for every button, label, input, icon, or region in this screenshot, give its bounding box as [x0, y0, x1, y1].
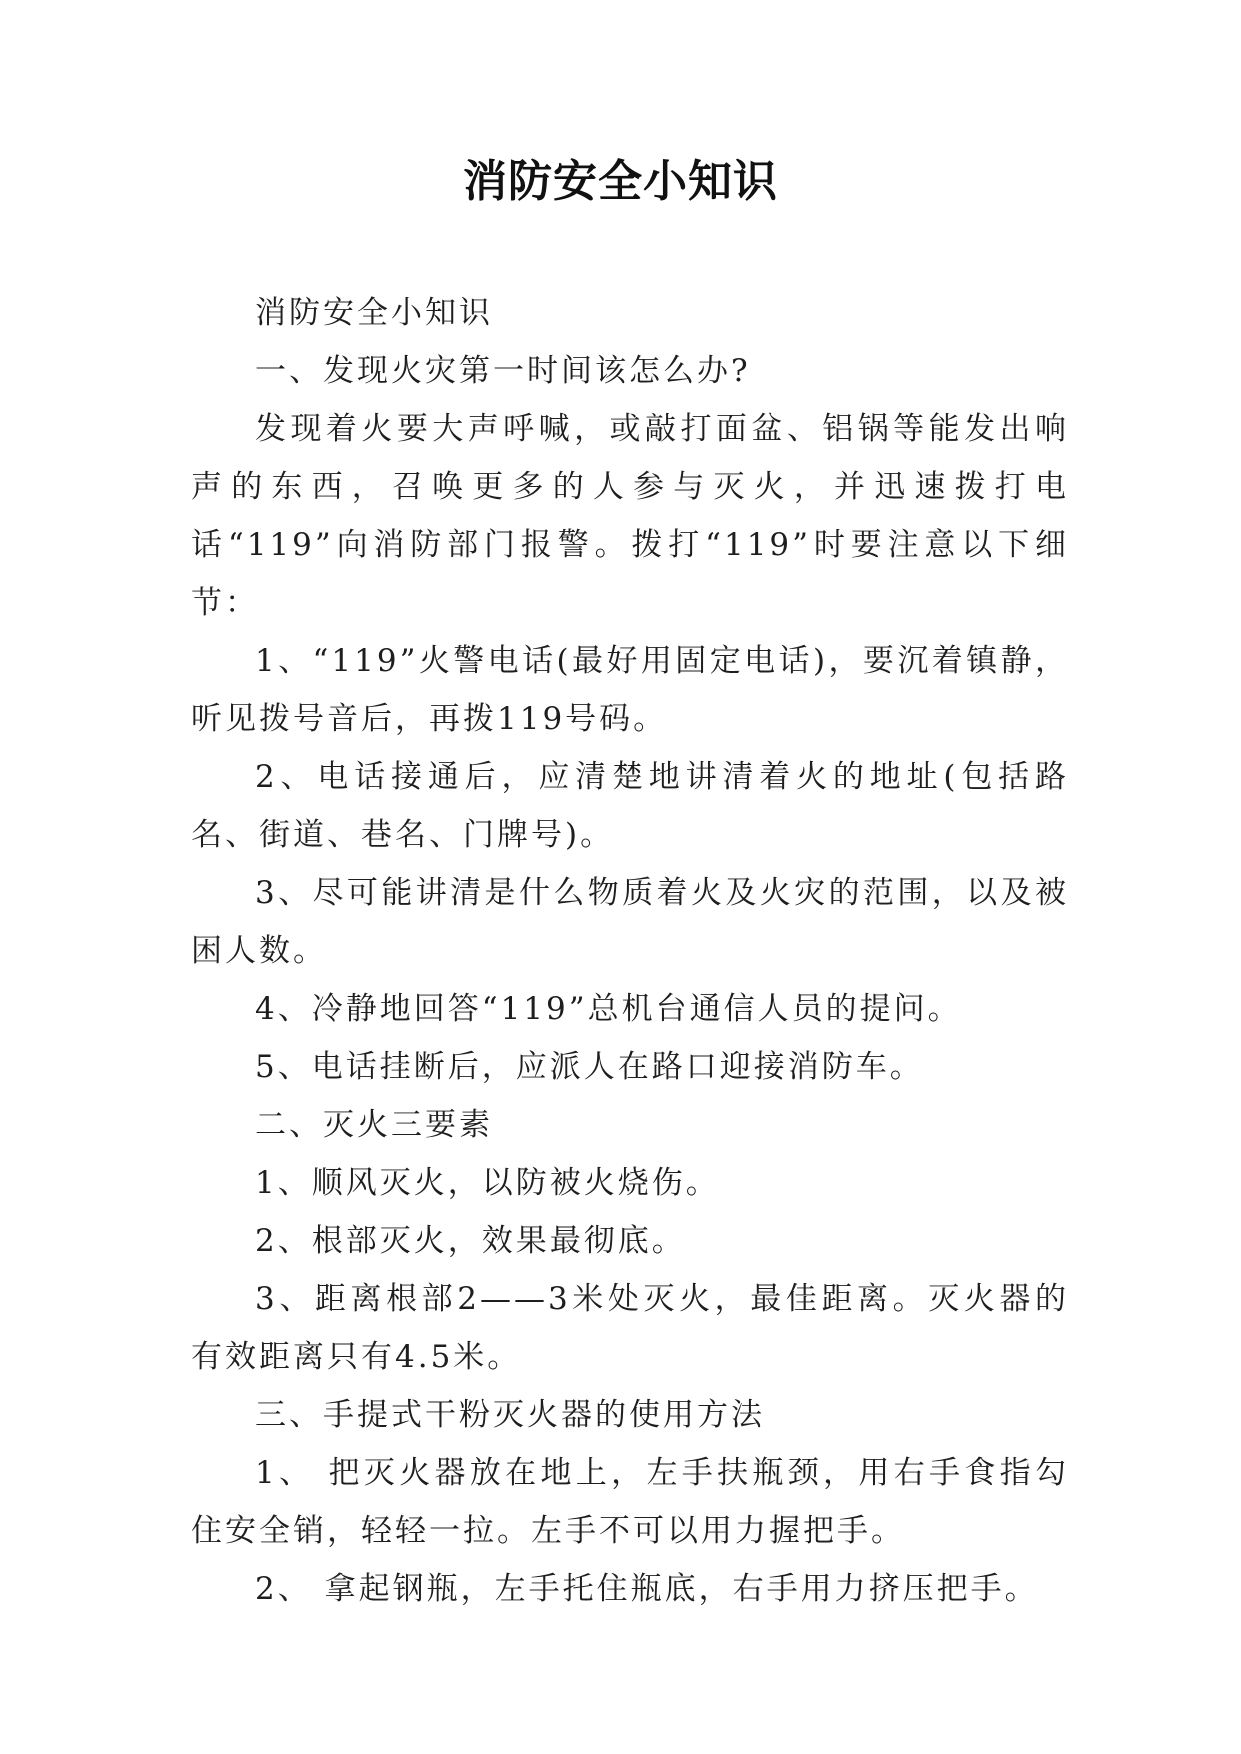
list-item: 5、电话挂断后，应派人在路口迎接消防车。 — [255, 1049, 924, 1085]
section-heading-1: 一、发现火灾第一时间该怎么办? — [255, 353, 751, 389]
paragraph: 发现着火要大声呼喊，或敲打面盆、铝锅等能发出响声的东西，召唤更多的人参与灭火，并迅速拨打电话“119”向消防部门报警。拨打“119”时要注意以下细节： — [191, 411, 1069, 621]
list-item: 1、“119”火警电话(最好用固定电话)，要沉着镇静，听见拨号音后，再拨119号码。 — [191, 643, 1069, 737]
list-item: 2、电话接通后，应清楚地讲清着火的地址(包括路名、街道、巷名、门牌号)。 — [191, 759, 1069, 853]
paragraph-heading: 消防安全小知识 — [255, 295, 493, 331]
list-item: 4、冷静地回答“119”总机台通信人员的提问。 — [255, 991, 962, 1027]
list-item: 3、尽可能讲清是什么物质着火及火灾的范围，以及被困人数。 — [191, 875, 1069, 969]
list-item: 1、 把灭火器放在地上，左手扶瓶颈，用右手食指勾住安全销，轻轻一拉。左手不可以用力握把手。 — [191, 1455, 1069, 1549]
document-body — [191, 284, 1069, 1618]
list-item: 2、 拿起钢瓶，左手托住瓶底，右手用力挤压把手。 — [255, 1571, 1039, 1607]
list-item: 2、根部灭火，效果最彻底。 — [255, 1223, 686, 1259]
list-item: 1、顺风灭火，以防被火烧伤。 — [255, 1165, 720, 1201]
section-heading-2: 二、灭火三要素 — [255, 1107, 493, 1143]
document-title: 消防安全小知识 — [463, 156, 778, 207]
section-heading-3: 三、手提式干粉灭火器的使用方法 — [255, 1397, 765, 1433]
list-item: 3、距离根部2——3米处灭火，最佳距离。灭火器的有效距离只有4.5米。 — [191, 1281, 1069, 1375]
